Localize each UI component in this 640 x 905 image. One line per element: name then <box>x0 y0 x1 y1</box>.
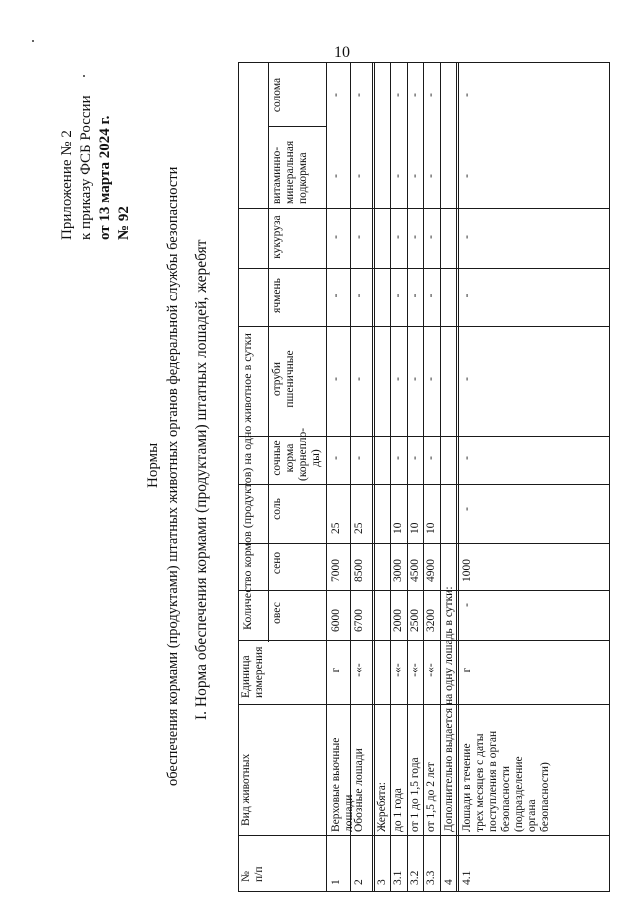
row-feed-value: 25 <box>353 522 365 534</box>
row-animal-type: Обозные лошади <box>353 748 365 832</box>
row-feed-value: - <box>392 377 404 381</box>
row-feed-value: - <box>392 293 404 298</box>
row-number: 4.1 <box>461 870 473 885</box>
header-salt: соль <box>271 498 283 520</box>
row-animal-type: Лошади в течение трех месяцев с даты поступления в орган безопасности (подразделение органа безопасности) <box>461 730 551 832</box>
row-feed-value: - <box>330 456 342 460</box>
row-feed-value: - <box>425 456 437 460</box>
row-feed-value: 6700 <box>353 609 365 632</box>
row-animal-type: Дополнительно выдается на одну лошадь в сутки: <box>443 586 455 832</box>
row-number: 3.2 <box>409 870 421 885</box>
document-title: Нормы <box>145 442 161 488</box>
row-feed-value: - <box>353 174 365 178</box>
row-feed-value: - <box>330 235 342 239</box>
scan-speck <box>32 40 34 42</box>
row-feed-value: - <box>425 235 437 239</box>
row-feed-value: - <box>409 456 421 460</box>
row-number: 2 <box>353 879 365 885</box>
row-unit: -«- <box>425 663 437 677</box>
row-feed-value: 4500 <box>409 559 421 582</box>
row-feed-value: 3000 <box>392 559 404 582</box>
row-feed-value: - <box>461 507 473 511</box>
header-bran: отруби пшеничные <box>271 350 296 408</box>
appendix-line-1: Приложение № 2 <box>59 130 75 240</box>
header-num: № п/п <box>240 866 265 882</box>
row-feed-value: - <box>409 93 421 97</box>
row-number: 1 <box>330 879 342 885</box>
header-animal: Вид животных <box>240 753 252 826</box>
row-feed-value: - <box>353 293 365 298</box>
row-feed-value: - <box>392 235 404 239</box>
row-animal-type: до 1 года <box>392 788 404 832</box>
row-unit: г <box>461 667 473 673</box>
appendix-line-2: к приказу ФСБ России <box>78 95 94 240</box>
row-feed-value: - <box>392 174 404 178</box>
row-feed-value: - <box>461 235 473 239</box>
row-feed-value: - <box>330 174 342 178</box>
scan-speck <box>83 75 85 77</box>
row-feed-value: 10 <box>392 522 404 534</box>
row-feed-value: - <box>353 93 365 97</box>
header-barley: ячмень <box>271 278 283 313</box>
row-feed-value: - <box>392 93 404 97</box>
row-feed-value: - <box>392 456 404 460</box>
row-animal-type: Верховые вьючные лошади <box>330 737 355 832</box>
row-feed-value: - <box>330 293 342 298</box>
row-unit: -«- <box>392 663 404 677</box>
row-feed-value: 2500 <box>409 609 421 632</box>
row-feed-value: 3200 <box>425 609 437 632</box>
header-quantity-group: Количество кормов (продуктов) на одно животное в сутки <box>240 333 254 630</box>
row-unit: г <box>330 667 342 673</box>
row-feed-value: 8500 <box>353 559 365 582</box>
header-succulent-feed: сочные корма (корнепло- ды) <box>271 427 322 481</box>
row-feed-value: - <box>461 377 473 381</box>
row-feed-value: 1000 <box>461 559 473 582</box>
row-feed-value: - <box>330 377 342 381</box>
row-feed-value: 10 <box>425 522 437 534</box>
row-unit: -«- <box>409 663 421 677</box>
row-feed-value: - <box>409 293 421 298</box>
row-feed-value: - <box>353 377 365 381</box>
row-feed-value: - <box>409 377 421 381</box>
row-feed-value: - <box>330 93 342 97</box>
row-feed-value: - <box>425 293 437 298</box>
appendix-line-3: от 13 марта 2024 г. <box>97 115 113 240</box>
row-feed-value: 6000 <box>330 609 342 632</box>
row-feed-value: - <box>461 93 473 97</box>
row-feed-value: - <box>353 235 365 239</box>
row-animal-type: от 1,5 до 2 лет <box>425 762 437 832</box>
row-feed-value: 2000 <box>392 609 404 632</box>
row-feed-value: - <box>461 293 473 298</box>
document-subtitle: обеспечения кормами (продуктами) штатных животных органов федеральной службы безопасности <box>165 166 181 786</box>
row-feed-value: - <box>353 456 365 460</box>
row-feed-value: 4900 <box>425 559 437 582</box>
row-number: 3 <box>376 879 388 885</box>
header-corn: кукуруза <box>271 215 283 259</box>
header-straw: солома <box>271 77 283 113</box>
row-number: 4 <box>443 879 455 885</box>
row-feed-value: - <box>461 603 473 607</box>
header-unit: Единица измерения <box>240 646 265 698</box>
row-feed-value: - <box>425 174 437 178</box>
row-feed-value: - <box>409 174 421 178</box>
appendix-line-4: № 92 <box>116 206 132 240</box>
header-vitamin-supplement: витаминно- минеральная подкормка <box>271 140 309 204</box>
row-feed-value: 10 <box>409 522 421 534</box>
header-hay: сено <box>271 551 283 575</box>
row-animal-type: от 1 до 1,5 года <box>409 757 421 832</box>
row-feed-value: - <box>461 174 473 178</box>
row-feed-value: 25 <box>330 522 342 534</box>
row-number: 3.1 <box>392 870 404 885</box>
row-feed-value: - <box>461 456 473 460</box>
row-feed-value: - <box>425 93 437 97</box>
section-heading: I. Норма обеспечения кормами (продуктами) штатных лошадей, жеребят <box>193 239 210 720</box>
row-animal-type: Жеребята: <box>376 782 388 832</box>
row-number: 3.3 <box>425 870 437 885</box>
page-number: 10 <box>334 44 350 61</box>
row-feed-value: - <box>425 377 437 381</box>
row-feed-value: 7000 <box>330 559 342 582</box>
header-oats: овес <box>271 602 283 624</box>
row-feed-value: - <box>409 235 421 239</box>
row-unit: -«- <box>353 663 365 677</box>
